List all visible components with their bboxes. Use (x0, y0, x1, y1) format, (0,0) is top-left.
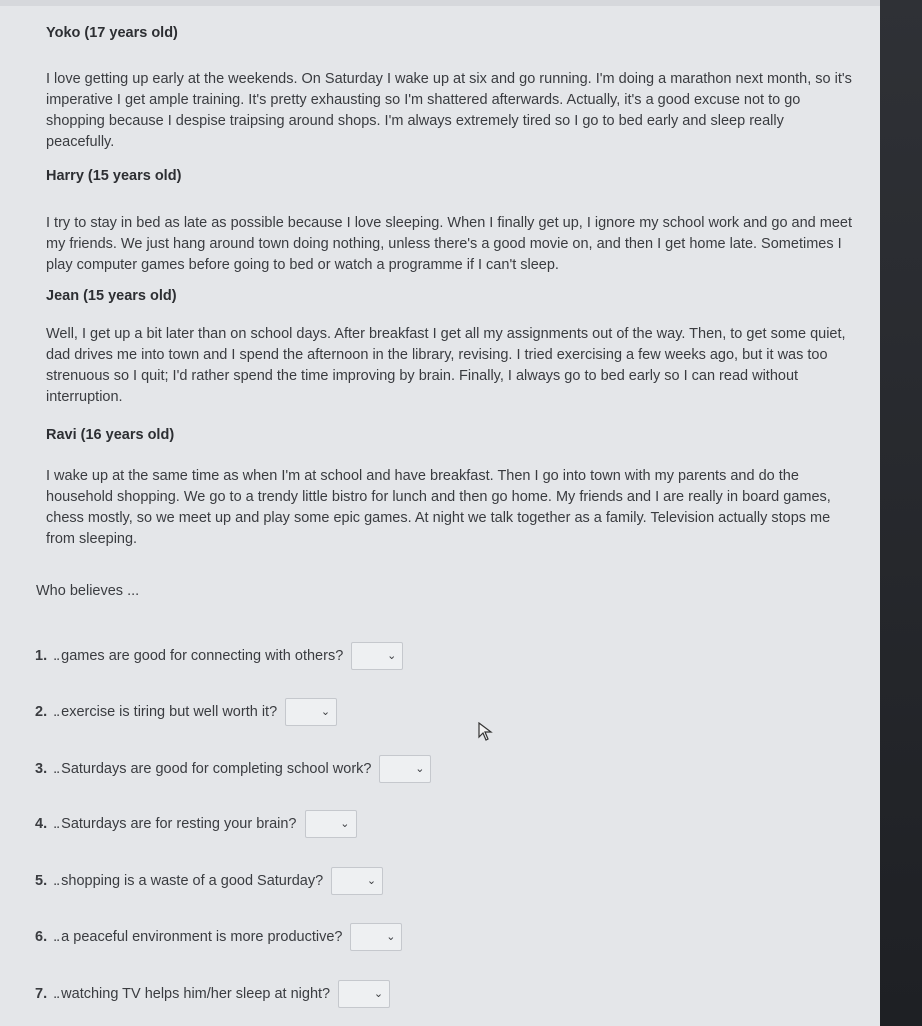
mouse-pointer-icon (478, 722, 494, 742)
person-name-harry: Harry (15 years old) (46, 168, 182, 184)
question-number: 1. (35, 648, 48, 664)
question-row (35, 980, 390, 1008)
screen-bezel (880, 0, 922, 1026)
person-text-harry: I try to stay in bed as late as possible because I love sleeping. When I finally get up, I ignore my school work and go and meet my friends. We just hang around town doing nothing, unless there's a good movie on, and then I get home late. Sometimes I play computer games before going to bed or watch a programme if I can't sleep. (46, 215, 853, 273)
question-blank: .. (53, 873, 60, 889)
question-number: 3. (35, 761, 48, 777)
question-text: games are good for connecting with others? (61, 648, 344, 664)
question-blank: .. (53, 704, 60, 720)
question-number: 4. (35, 816, 48, 832)
chevron-down-icon: ⌄ (415, 762, 425, 775)
question-row (35, 867, 383, 895)
answer-dropdown-2[interactable] (285, 698, 337, 726)
answer-dropdown-7[interactable] (338, 980, 390, 1008)
person-text-jean: Well, I get up a bit later than on school days. After breakfast I get all my assignments out of the way. Then, to get some quiet, dad drives me into town and I spend the afternoon in the library, revising. I tried exercising a few weeks ago, but it was too strenuous so I quit; I'd rather spend the time improving by brain. Finally, I always go to bed early so I can read without interruption. (46, 326, 846, 405)
answer-dropdown-6[interactable] (350, 923, 402, 951)
question-number: 5. (35, 873, 48, 889)
question-number: 7. (35, 986, 48, 1002)
chevron-down-icon: ⌄ (366, 874, 377, 887)
question-text: a peaceful environment is more productive? (61, 929, 343, 945)
chevron-down-icon: ⌄ (387, 649, 397, 662)
question-row (35, 810, 357, 838)
person-text-yoko: I love getting up early at the weekends. On Saturday I wake up at six and go running. I'm doing a marathon next month, so it's imperative I get ample training. It's pretty exhausting so I'm shattered afterwards. Actually, it's a good excuse not to go shopping because I despise traipsing around shops. I'm always extremely tired so I go to bed early and sleep really peacefully. (46, 71, 852, 150)
question-text: watching TV helps him/her sleep at night? (61, 986, 331, 1002)
question-blank: .. (53, 648, 60, 664)
person-name-ravi: Ravi (16 years old) (46, 427, 175, 443)
question-text: Saturdays are good for completing school work? (61, 761, 372, 777)
question-row (35, 698, 337, 726)
answer-dropdown-1[interactable] (351, 642, 403, 670)
question-text: Saturdays are for resting your brain? (61, 816, 297, 832)
question-number: 2. (35, 704, 48, 720)
question-blank: .. (53, 986, 60, 1002)
chevron-down-icon: ⌄ (320, 705, 331, 718)
person-name-jean: Jean (15 years old) (46, 288, 177, 304)
person-text-ravi: I wake up at the same time as when I'm at school and have breakfast. Then I go into town with my parents and do the household shopping. We go to a trendy little bistro for lunch and then go home. My friends and I are really in board games, chess mostly, so we meet up and play some epic games. At night we talk together as a family. Television actually stops me from sleeping. (46, 468, 831, 547)
answer-dropdown-3[interactable] (379, 755, 431, 783)
question-number: 6. (35, 929, 48, 945)
question-blank: .. (53, 761, 60, 777)
question-blank: .. (53, 816, 60, 832)
question-text: shopping is a waste of a good Saturday? (61, 873, 324, 889)
question-text: exercise is tiring but well worth it? (61, 704, 278, 720)
answer-dropdown-4[interactable] (305, 810, 357, 838)
chevron-down-icon: ⌄ (340, 817, 350, 830)
answer-dropdown-5[interactable] (331, 867, 383, 895)
question-blank: .. (53, 929, 60, 945)
question-prompt: Who believes ... (36, 583, 140, 599)
question-row (35, 755, 431, 783)
question-row (35, 923, 402, 951)
chevron-down-icon: ⌄ (373, 987, 384, 1000)
question-row (35, 642, 403, 670)
person-name-yoko: Yoko (17 years old) (46, 25, 178, 41)
chevron-down-icon: ⌄ (386, 930, 396, 943)
